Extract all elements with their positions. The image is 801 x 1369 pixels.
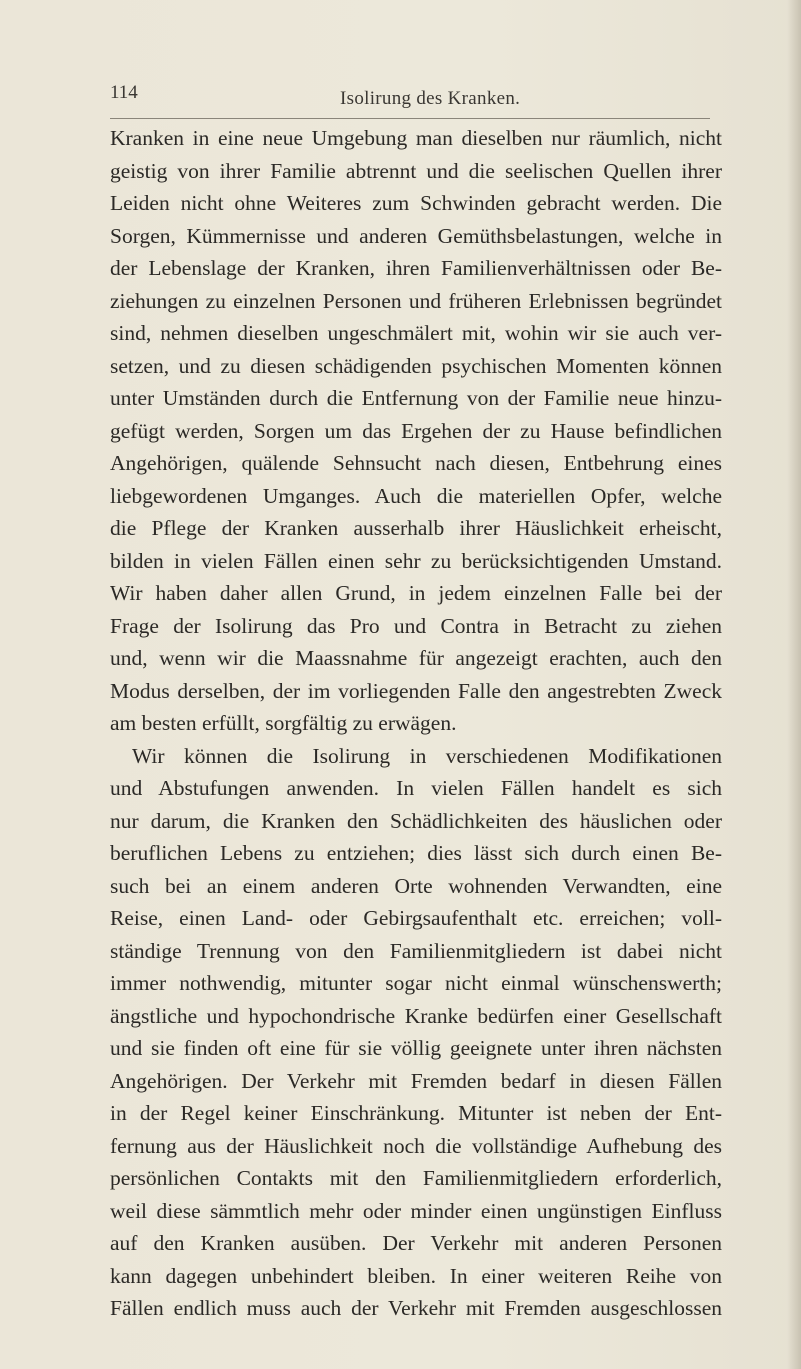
text-line: setzen, und zu diesen schädigenden psychischen Momenten können: [110, 353, 722, 378]
text-line: Wir haben daher allen Grund, in jedem einzelnen Falle bei der: [110, 581, 722, 605]
text-line: Modus derselben, der im vorliegenden Falle den angestrebten Zweck: [110, 678, 722, 703]
page-edge-shadow: [787, 0, 801, 1369]
text-line: ziehungen zu einzelnen Personen und früheren Erlebnissen begründet: [110, 288, 722, 313]
text-line: fernung aus der Häuslichkeit noch die vollständige Aufhebung des: [110, 1133, 722, 1158]
text-line: ständige Trennung von den Familienmitgliedern ist dabei nicht: [110, 938, 722, 963]
text-line: sind, nehmen dieselben ungeschmälert mit, wohin wir sie auch ver-: [110, 321, 722, 345]
text-line: am besten erfüllt, sorgfältig zu erwägen.: [110, 711, 457, 735]
text-line: und, wenn wir die Maassnahme für angezeigt erachten, auch den: [110, 646, 722, 670]
text-line: Angehörigen, quälende Sehnsucht nach diesen, Entbehrung eines: [110, 451, 722, 475]
text-line: Sorgen, Kümmernisse und anderen Gemüthsbelastungen, welche in: [110, 223, 722, 248]
text-line: Frage der Isolirung das Pro und Contra in Betracht zu ziehen: [110, 613, 722, 638]
text-line: die Pflege der Kranken ausserhalb ihrer Häuslichkeit erheischt,: [110, 516, 722, 540]
text-line: persönlichen Contakts mit den Familienmitgliedern erforderlich,: [110, 1166, 722, 1190]
text-line: Leiden nicht ohne Weiteres zum Schwinden gebracht werden. Die: [110, 191, 722, 215]
running-head: Isolirung des Kranken.: [340, 88, 521, 109]
header-rule: [110, 118, 710, 119]
text-line: nur darum, die Kranken den Schädlichkeiten des häuslichen oder: [110, 808, 722, 833]
text-line: unter Umständen durch die Entfernung von der Familie neue hinzu-: [110, 386, 722, 410]
text-line: Kranken in eine neue Umgebung man dieselben nur räumlich, nicht: [110, 126, 722, 150]
page-header: [110, 82, 710, 116]
text-line: liebgewordenen Umganges. Auch die materiellen Opfer, welche: [110, 483, 722, 508]
text-line: ängstliche und hypochondrische Kranke bedürfen einer Gesellschaft: [110, 1003, 722, 1028]
text-line: beruflichen Lebens zu entziehen; dies lässt sich durch einen Be-: [110, 841, 722, 865]
body-text: [110, 122, 722, 1325]
text-line: immer nothwendig, mitunter sogar nicht einmal wünschenswerth;: [110, 971, 722, 995]
text-line: Reise, einen Land- oder Gebirgsaufenthalt etc. erreichen; voll-: [110, 906, 722, 930]
text-line: in der Regel keiner Einschränkung. Mitunter ist neben der Ent-: [110, 1101, 722, 1125]
text-line: gefügt werden, Sorgen um das Ergehen der zu Hause befindlichen: [110, 418, 722, 443]
text-line: auf den Kranken ausüben. Der Verkehr mit anderen Personen: [110, 1231, 722, 1255]
text-line: such bei an einem anderen Orte wohnenden Verwandten, eine: [110, 873, 722, 898]
text-line: der Lebenslage der Kranken, ihren Familienverhältnissen oder Be-: [110, 256, 722, 280]
text-line: geistig von ihrer Familie abtrennt und die seelischen Quellen ihrer: [110, 158, 722, 183]
page-number: 114: [110, 82, 138, 103]
text-line: Angehörigen. Der Verkehr mit Fremden bedarf in diesen Fällen: [110, 1068, 722, 1093]
text-line: kann dagegen unbehindert bleiben. In einer weiteren Reihe von: [110, 1263, 722, 1288]
text-line: weil diese sämmtlich mehr oder minder einen ungünstigen Einfluss: [110, 1198, 722, 1223]
text-line: und sie finden oft eine für sie völlig geeignete unter ihren nächsten: [110, 1036, 722, 1060]
text-line: bilden in vielen Fällen einen sehr zu berücksichtigenden Umstand.: [110, 548, 722, 573]
text-line: Wir können die Isolirung in verschiedenen Modifikationen: [132, 743, 722, 768]
text-line: Fällen endlich muss auch der Verkehr mit Fremden ausgeschlossen: [110, 1296, 722, 1320]
text-line: und Abstufungen anwenden. In vielen Fällen handelt es sich: [110, 776, 722, 800]
